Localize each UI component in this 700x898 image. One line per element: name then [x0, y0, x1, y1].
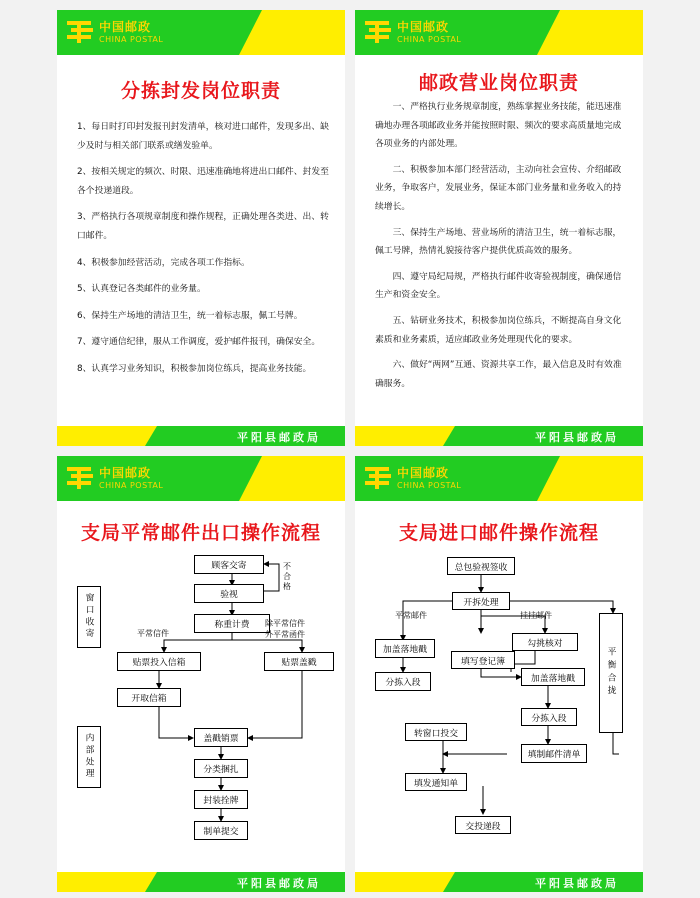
list-item: 1、每日时打印封发报刊封发清单，核对进口邮件，发现多出、缺少及时与相关部门联系或缮发验单。: [77, 122, 329, 151]
page-title: 邮政营业岗位职责: [418, 72, 579, 94]
side-label-window: 窗口收寄: [77, 586, 101, 648]
list-item: 5、认真登记各类邮件的业务量。: [77, 284, 206, 295]
step-seal-tag: 封装拴牌: [194, 790, 248, 809]
side-label-internal: 内部处理: [77, 726, 101, 788]
footer-bar: [355, 426, 643, 446]
step-send-notice: 填发通知单: [405, 773, 467, 791]
duty-list: [77, 118, 329, 387]
list-item: 二、积极参加本部门经营活动，主动向社会宣传、介绍邮政业务，争取客户，发展业务，保证本部门业务量和业务收入的持续增长。: [375, 164, 622, 212]
header-bar: [355, 10, 643, 55]
step-window-deliver: 转窗口投交: [405, 723, 467, 741]
list-item: 4、积极参加经营活动，完成各项工作指标。: [77, 257, 250, 268]
step-cancel-stamp: 盖戳销票: [194, 728, 248, 747]
step-open: 开拆处理: [452, 592, 510, 610]
step-deliver-section: 交投递段: [455, 816, 511, 834]
brand-cn: 中国邮政: [99, 20, 152, 34]
label-other-1: 除平常信件: [265, 619, 305, 628]
footer-text: 平阳县邮政局: [237, 431, 321, 444]
brand-en: CHINA POSTAL: [397, 35, 462, 44]
list-item: 6、保持生产场地的清洁卫生，统一着标志服，佩工号牌。: [77, 310, 303, 321]
list-item: 四、遵守局纪局规，严格执行邮件收寄验视制度，确保通信生产和资金安全。: [375, 271, 622, 301]
step-receive-sign: 总包验视签收: [447, 557, 515, 575]
label-fail: 不合格: [283, 562, 291, 591]
list-item: 五、钻研业务技术，积极参加岗位练兵，不断提高自身文化素质和业务素质，适应邮政业务处理现代化的要求。: [375, 315, 622, 345]
brand-cn: 中国邮政: [397, 466, 450, 480]
duty-list: [375, 98, 627, 400]
step-stamp-postmark: 贴票盖戳: [264, 652, 334, 671]
panel-sorting-duties: [57, 10, 345, 446]
footer-text: 平阳县邮政局: [237, 877, 321, 890]
step-balance: 平衡合拢: [599, 613, 623, 733]
footer-text: 平阳县邮政局: [535, 431, 619, 444]
step-check: 勾挑核对: [512, 633, 578, 651]
header-bar: [57, 10, 345, 55]
step-sort-bundle: 分类捆扎: [194, 759, 248, 778]
footer-text: 平阳县邮政局: [535, 877, 619, 890]
list-item: 一、严格执行业务规章制度，熟练掌握业务技能，能迅速准确地办理各项邮政业务并能按照时限、频次的要求高质量地完成各项业务的内部处理。: [375, 102, 622, 150]
page-title: 支局进口邮件操作流程: [398, 522, 599, 544]
list-item: 2、按相关规定的频次、时限、迅速准确地将进出口邮件、封发至各个投递道段。: [77, 167, 329, 196]
label-registered-mail: 挂挂邮件: [520, 611, 552, 620]
brand-en: CHINA POSTAL: [99, 35, 164, 44]
footer-bar: [355, 872, 643, 892]
page-title: 支局平常邮件出口操作流程: [80, 522, 321, 544]
label-normal-letters: 平常信件: [137, 629, 169, 638]
footer-bar: [57, 426, 345, 446]
step-sort-normal: 分拣入段: [375, 672, 431, 691]
step-make-list: 制单提交: [194, 821, 248, 840]
panel-outbound-flow: [57, 456, 345, 892]
page-title: 分拣封发岗位职责: [120, 80, 281, 102]
brand-en: CHINA POSTAL: [397, 481, 462, 490]
step-arrival-stamp-normal: 加盖落地戳: [375, 639, 435, 658]
step-weigh-charge: 称重计费: [194, 614, 270, 633]
step-customer-post: 顾客交寄: [194, 555, 264, 574]
step-inspect: 验视: [194, 584, 264, 603]
list-item: 三、保持生产场地、营业场所的清洁卫生，统一着标志服，佩工号牌，热情礼貌接待客户提供优质高效的服务。: [375, 227, 622, 257]
step-register: 填写登记簿: [451, 651, 515, 669]
label-other-2: 外平常函件: [265, 630, 305, 639]
step-arrival-stamp-reg: 加盖落地戳: [521, 668, 585, 686]
step-open-mailbox: 开取信箱: [117, 688, 181, 707]
panel-counter-duties: [355, 10, 643, 446]
footer-bar: [57, 872, 345, 892]
step-fill-list: 填制邮件清单: [521, 744, 587, 763]
step-sort-reg: 分拣入段: [521, 708, 577, 726]
brand-cn: 中国邮政: [397, 20, 450, 34]
panel-inbound-flow: [355, 456, 643, 892]
list-item: 8、认真学习业务知识，积极参加岗位练兵，提高业务技能。: [77, 363, 312, 374]
list-item: 3、严格执行各项规章制度和操作规程，正确处理各类进、出、转口邮件。: [77, 212, 329, 241]
brand-en: CHINA POSTAL: [99, 481, 164, 490]
label-normal-mail: 平常邮件: [395, 611, 427, 620]
list-item: 7、遵守通信纪律，服从工作调度，爱护邮件报刊，确保安全。: [77, 337, 321, 348]
china-post-logo-icon: [65, 18, 95, 46]
list-item: 六、做好“两网”互通、资源共享工作，最入信息及时有效准确服务。: [375, 360, 622, 389]
step-stamp-mailbox: 贴票投入信箱: [117, 652, 201, 671]
brand-cn: 中国邮政: [99, 466, 152, 480]
china-post-logo-icon: [363, 18, 393, 46]
